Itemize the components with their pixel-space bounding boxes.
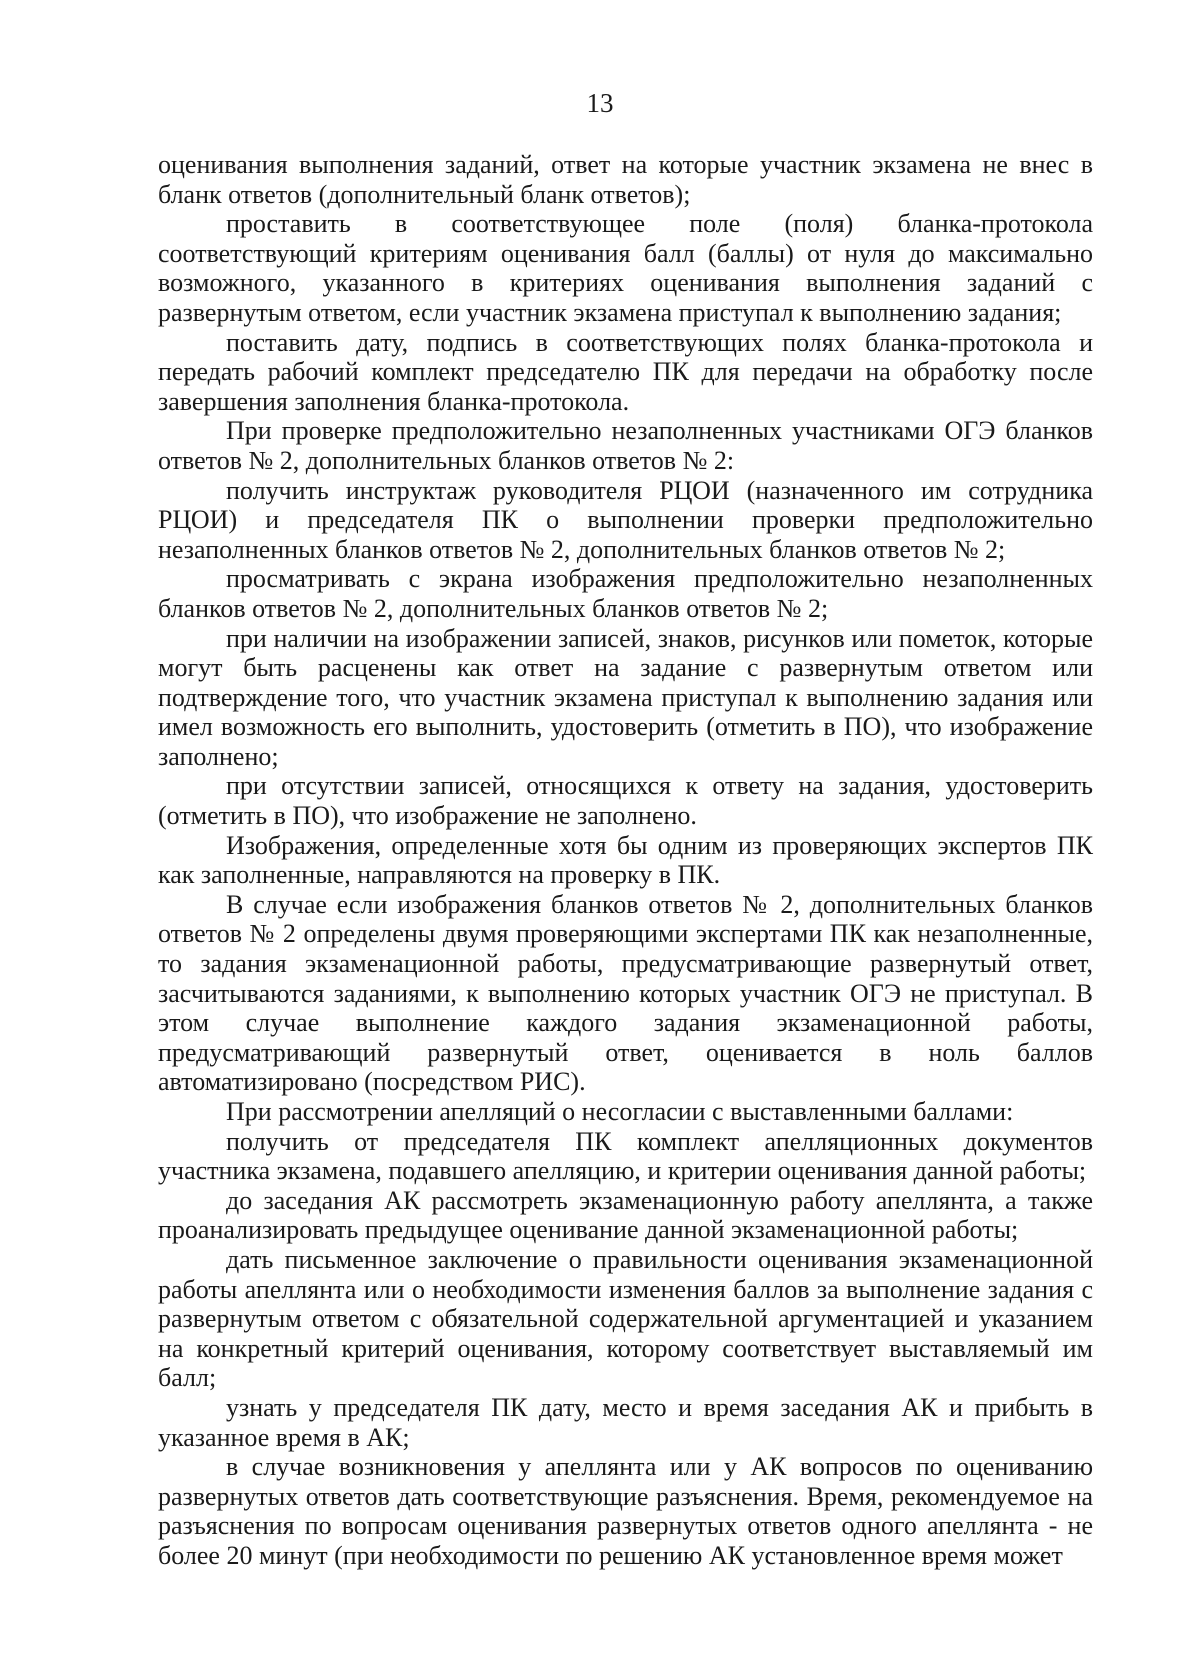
paragraph: в случае возникновения у апеллянта или у АК вопросов по оцениванию развернутых ответов дать соответствующие разъяснения. Время, рекомендуемое на разъяснения по вопросам оценивания развернутых ответов одного апеллянта - не более 20 минут (при необходимости по решению АК установленное время может [158,1452,1093,1570]
paragraph: поставить дату, подпись в соответствующих полях бланка-протокола и передать рабочий комплект председателю ПК для передачи на обработку после завершения заполнения бланка-протокола. [158,327,1093,416]
paragraph: При проверке предположительно незаполненных участниками ОГЭ бланков ответов № 2, дополнительных бланков ответов № 2: [158,416,1093,475]
document-body [158,150,1093,1571]
paragraph: просматривать с экрана изображения предположительно незаполненных бланков ответов № 2, дополнительных бланков ответов № 2; [158,564,1093,623]
paragraph: при отсутствии записей, относящихся к ответу на задания, удостоверить (отметить в ПО), что изображение не заполнено. [158,771,1093,831]
paragraph: оценивания выполнения заданий, ответ на которые участник экзамена не внес в бланк ответов (дополнительный бланк ответов); [158,150,1093,209]
paragraph: При рассмотрении апелляций о несогласии с выставленными баллами: [226,1097,1014,1126]
paragraph: узнать у председателя ПК дату, место и время заседания АК и прибыть в указанное время в АК; [158,1392,1093,1452]
paragraph: при наличии на изображении записей, знаков, рисунков или пометок, которые могут быть расценены как ответ на задание с развернутым ответом или подтверждение того, что участник экзамена приступал к выполнению задания или имел возможность его выполнить, удостоверить (отметить в ПО), что изображение заполнено; [158,623,1093,771]
page-number: 13 [586,88,614,118]
paragraph: проставить в соответствующее поле (поля) бланка-протокола соответствующий критериям оценивания балл (баллы) от нуля до максимально возможного, указанного в критериях оценивания выполнения заданий с развернутым ответом, если участник экзамена приступал к выполнению задания; [158,209,1093,327]
paragraph: получить от председателя ПК комплект апелляционных документов участника экзамена, подавшего апелляцию, и критерии оценивания данной работы; [158,1126,1093,1186]
paragraph: до заседания АК рассмотреть экзаменационную работу апеллянта, а также проанализировать предыдущее оценивание данной экзаменационной работы; [158,1185,1093,1245]
paragraph: В случае если изображения бланков ответов № 2, дополнительных бланков ответов № 2 определены двумя проверяющими экспертами ПК как незаполненные, то задания экзаменационной работы, предусматривающие развернутый ответ, засчитываются заданиями, к выполнению которых участник ОГЭ не приступал. В этом случае выполнение каждого задания экзаменационной работы, предусматривающий развернутый ответ, оценивается в ноль баллов автоматизировано (посредством РИС). [158,889,1093,1097]
paragraph: дать письменное заключение о правильности оценивания экзаменационной работы апеллянта или о необходимости изменения баллов за выполнение задания с развернутым ответом с обязательной содержательной аргументацией и указанием на конкретный критерий оценивания, которому соответствует выставляемый им балл; [158,1244,1093,1393]
paragraph: Изображения, определенные хотя бы одним из проверяющих экспертов ПК как заполненные, направляются на проверку в ПК. [158,830,1093,890]
paragraph: получить инструктаж руководителя РЦОИ (назначенного им сотрудника РЦОИ) и председателя ПК о выполнении проверки предположительно незаполненных бланков ответов № 2, дополнительных бланков ответов № 2; [158,475,1093,564]
